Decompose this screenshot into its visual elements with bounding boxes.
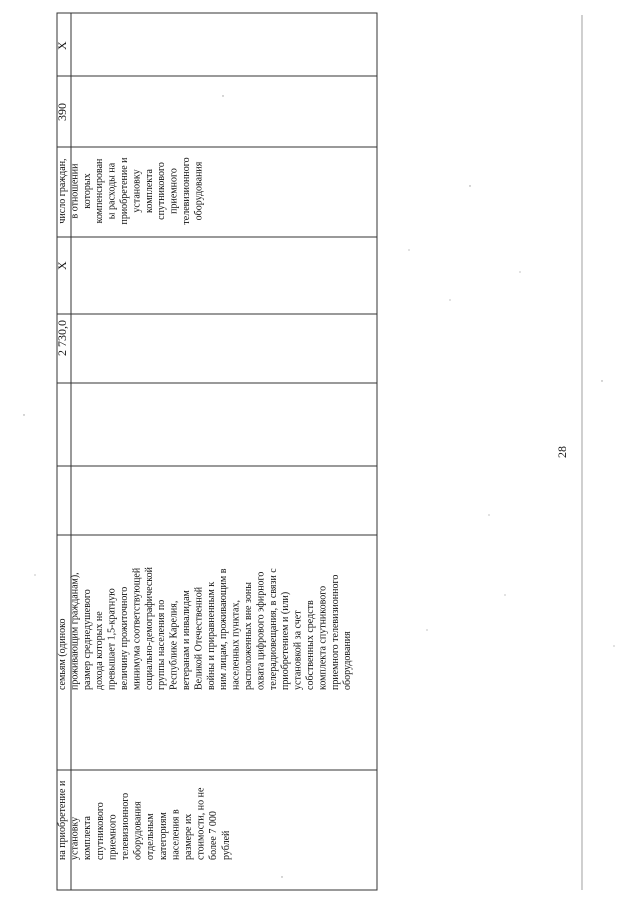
cell-line: установку [131, 169, 143, 213]
cell-line: населения в [170, 809, 182, 860]
cell-line: приобретением и (или) [280, 591, 292, 690]
cell-line: отдельным [145, 813, 157, 860]
cell-line: социально-демографической [143, 567, 155, 690]
cell-line: войны и приравненным к [205, 581, 217, 690]
cell-line: охвата цифрового эфирного [255, 571, 267, 690]
cell-line: приемного [107, 814, 119, 860]
cell-line: ы расходы на [106, 162, 118, 220]
cell-mark-x: Х [55, 261, 69, 270]
svg-text:семьям (одинокопроживающим гра [57, 566, 353, 690]
cell-line: превышает 1,5-кратную [106, 588, 118, 690]
cell-line: группы населения по [156, 599, 168, 690]
cell-line: собственных средств [304, 600, 316, 690]
cell-line: установкой за счет [292, 610, 304, 690]
cell-line: оборудования [132, 801, 144, 860]
cell-line: на приобретение и [57, 780, 68, 860]
cell-line: спутникового [94, 802, 106, 860]
cell-line: установку [69, 816, 81, 860]
cell-line: Республике Карелия, [168, 600, 180, 690]
cell-line: приемного [168, 168, 180, 214]
cell-recipients [57, 566, 353, 690]
cell-value: 390 [55, 103, 69, 121]
cell-line: приобретение и [119, 157, 130, 225]
svg-text:на приобретение иустановкукомп [57, 780, 232, 860]
cell-line: телевизионного [120, 792, 131, 860]
page-number: 28 [555, 446, 569, 458]
cell-mark-x-2: Х [55, 41, 69, 50]
cell-line: телерадиовещания, в связи с [267, 568, 279, 690]
svg-text:число граждан,в отношениикотор [57, 157, 204, 225]
cell-line: телевизионного [181, 157, 192, 225]
cell-line: комплекта спутникового [317, 585, 329, 690]
cell-amount: 2 730,0 [55, 320, 69, 356]
cell-line: комплекта [143, 169, 155, 213]
cell-line: размер среднедушевого [81, 589, 93, 690]
cell-line: спутникового [156, 162, 168, 220]
cell-line: ним лицам, проживающим в [218, 568, 230, 690]
cell-line: расположенных вне зоны [242, 582, 254, 690]
cell-line: проживающим гражданам), [69, 572, 81, 690]
cell-line: компенсирован [94, 158, 106, 224]
cell-line: размере их [183, 813, 194, 860]
cell-line: дохода которых не [94, 611, 106, 690]
cell-line: более 7 000 [208, 811, 220, 860]
cell-line: число граждан, [57, 158, 68, 224]
cell-line: стоимости, но не [195, 787, 207, 860]
cell-line: оборудования [342, 631, 354, 690]
cell-line: категориям [157, 812, 169, 860]
cell-line: семьям (одиноко [57, 618, 68, 690]
cell-line: в отношении [69, 163, 81, 219]
cell-line: населенных пунктах, [230, 600, 242, 690]
cell-line: Великой Отечественной [193, 586, 205, 690]
cell-indicator [57, 157, 204, 225]
cell-line: оборудования [193, 161, 205, 221]
cell-line: комплекта [82, 816, 94, 860]
cell-line: приемного телевизионного [329, 574, 341, 690]
cell-line: величину прожиточного [119, 586, 130, 690]
cell-line: рублей [220, 830, 232, 860]
table-grid [57, 13, 377, 890]
cell-purpose [57, 780, 232, 860]
cell-line: минимума соответствующей [131, 567, 143, 690]
cell-line: ветеранам и инвалидам [181, 590, 192, 690]
cell-line: которых [81, 173, 93, 209]
